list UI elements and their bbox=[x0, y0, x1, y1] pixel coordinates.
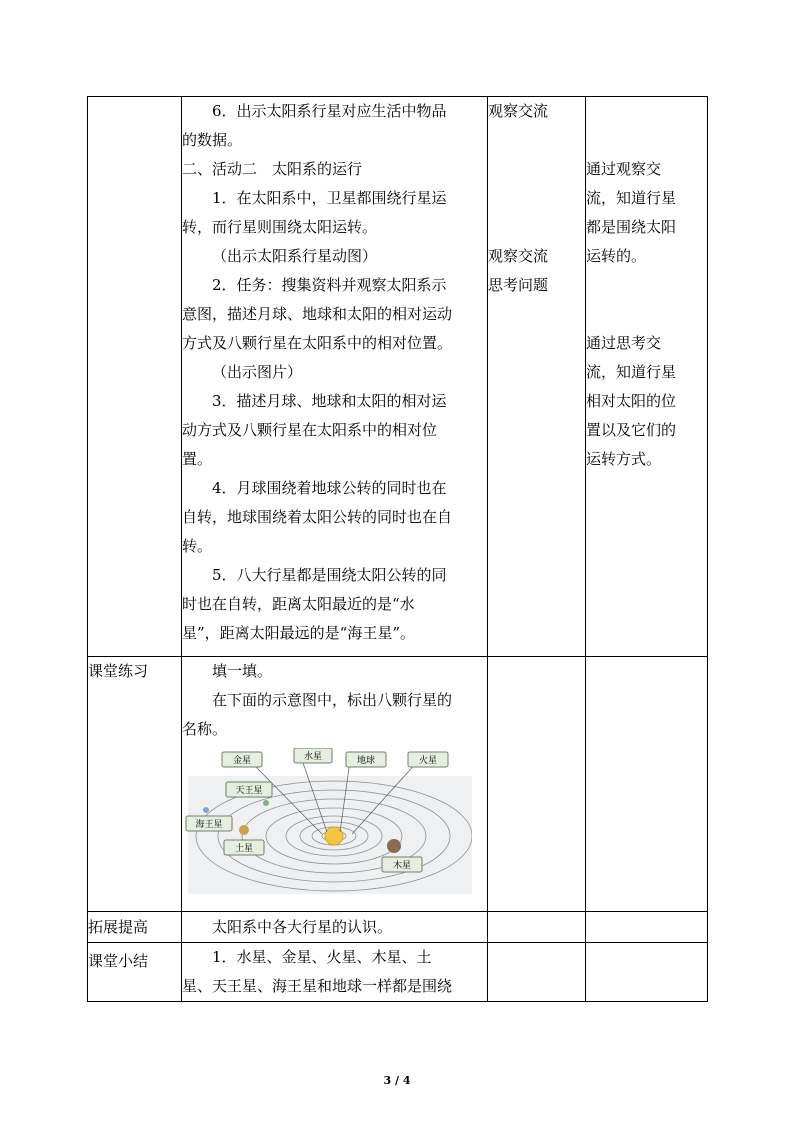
content-line: 太阳系中各大行星的认识。 bbox=[212, 918, 393, 936]
intent-text: 流，知道行星 bbox=[586, 189, 677, 207]
label-haiwangxing: 海王星 bbox=[195, 820, 223, 830]
content-line: 转，而行星则围绕太阳运转。 bbox=[182, 218, 378, 236]
row1-intent-cell bbox=[586, 97, 708, 657]
row1-label-cell bbox=[88, 97, 182, 657]
uranus-planet bbox=[263, 800, 269, 806]
row1-content-cell bbox=[182, 97, 488, 657]
content-line: 转。 bbox=[182, 537, 213, 555]
neptune-planet bbox=[203, 807, 209, 813]
content-line: 2．任务：搜集资料并观察太阳系示 bbox=[212, 276, 447, 294]
row2-intent-cell bbox=[586, 657, 708, 912]
table-row bbox=[88, 97, 708, 657]
content-line: 自转，地球围绕着太阳公转的同时也在自 bbox=[182, 508, 453, 526]
intent-text: 运转方式。 bbox=[586, 450, 662, 468]
row3-intent-cell bbox=[586, 912, 708, 943]
label-tianwangxing: 天王星 bbox=[235, 786, 263, 796]
label-muxing: 木星 bbox=[392, 861, 412, 871]
row4-content-cell bbox=[182, 943, 488, 1002]
content-line: 方式及八颗行星在太阳系中的相对位置。 bbox=[182, 334, 453, 352]
solar-system-svg bbox=[182, 748, 472, 898]
intent-text: 通过思考交 bbox=[586, 334, 662, 352]
content-line: 3．描述月球、地球和太阳的相对运 bbox=[212, 392, 447, 410]
spacer bbox=[586, 271, 707, 329]
activity-text: 观察交流 bbox=[488, 247, 549, 265]
intent-text: 运转的。 bbox=[586, 247, 647, 265]
table-row bbox=[88, 943, 708, 1002]
row2-content-cell bbox=[182, 657, 488, 912]
row4-activity-cell bbox=[488, 943, 586, 1002]
row2-label-cell: 课堂练习 bbox=[88, 657, 182, 912]
content-line: 星”，距离太阳最远的是“海王星”。 bbox=[182, 624, 416, 642]
row4-intent-cell bbox=[586, 943, 708, 1002]
content-line: 的数据。 bbox=[182, 131, 243, 149]
page-number: 3 / 4 bbox=[383, 1074, 411, 1087]
spacer bbox=[586, 97, 707, 155]
row3-label-cell: 拓展提高 bbox=[88, 912, 182, 943]
content-line: 1．在太阳系中，卫星都围绕行星运 bbox=[212, 189, 447, 207]
row3-content-cell bbox=[182, 912, 488, 943]
label-diqiu: 地球 bbox=[356, 756, 376, 766]
table-row bbox=[88, 657, 708, 912]
content-line: （出示太阳系行星动图） bbox=[212, 247, 378, 265]
content-line: 二、活动二 太阳系的运行 bbox=[182, 160, 363, 178]
content-line: 意图，描述月球、地球和太阳的相对运动 bbox=[182, 305, 453, 323]
content-line: 星、天王星、海王星和地球一样都是围绕 bbox=[182, 977, 453, 995]
content-line: 填一填。 bbox=[212, 662, 273, 680]
content-line: 4．月球围绕着地球公转的同时也在 bbox=[212, 479, 447, 497]
content-line: 动方式及八颗行星在太阳系中的相对位 bbox=[182, 421, 438, 439]
intent-text: 通过观察交 bbox=[586, 160, 662, 178]
label-tuxing: 土星 bbox=[234, 844, 254, 854]
content-line: 置。 bbox=[182, 450, 213, 468]
spacer bbox=[488, 126, 585, 242]
row1-activity-cell bbox=[488, 97, 586, 657]
content-line: 时也在自转，距离太阳最近的是“水 bbox=[182, 595, 415, 613]
intent-text: 相对太阳的位 bbox=[586, 392, 677, 410]
content-line: 5．八大行星都是围绕太阳公转的同 bbox=[212, 566, 447, 584]
intent-text: 置以及它们的 bbox=[586, 421, 677, 439]
content-line: （出示图片） bbox=[212, 363, 303, 381]
saturn-planet bbox=[239, 825, 249, 835]
intent-text: 流，知道行星 bbox=[586, 363, 677, 381]
content-line: 6．出示太阳系行星对应生活中物品 bbox=[212, 102, 447, 120]
jupiter-planet bbox=[387, 839, 401, 853]
row3-activity-cell bbox=[488, 912, 586, 943]
table-row bbox=[88, 912, 708, 943]
row4-label-cell: 课堂小结 bbox=[88, 943, 182, 1002]
content-line: 在下面的示意图中，标出八颗行星的 bbox=[212, 691, 453, 709]
solar-system-diagram bbox=[182, 748, 472, 898]
content-line: 1．水星、金星、火星、木星、土 bbox=[212, 948, 432, 966]
lesson-table bbox=[87, 96, 708, 1002]
row2-activity-cell bbox=[488, 657, 586, 912]
label-shuixing: 水星 bbox=[303, 752, 323, 762]
intent-text: 都是围绕太阳 bbox=[586, 218, 677, 236]
activity-text: 思考问题 bbox=[488, 276, 549, 294]
content-line: 名称。 bbox=[182, 720, 228, 738]
activity-text: 观察交流 bbox=[488, 102, 549, 120]
label-huoxing: 火星 bbox=[418, 756, 438, 766]
label-jinxing: 金星 bbox=[232, 756, 252, 766]
